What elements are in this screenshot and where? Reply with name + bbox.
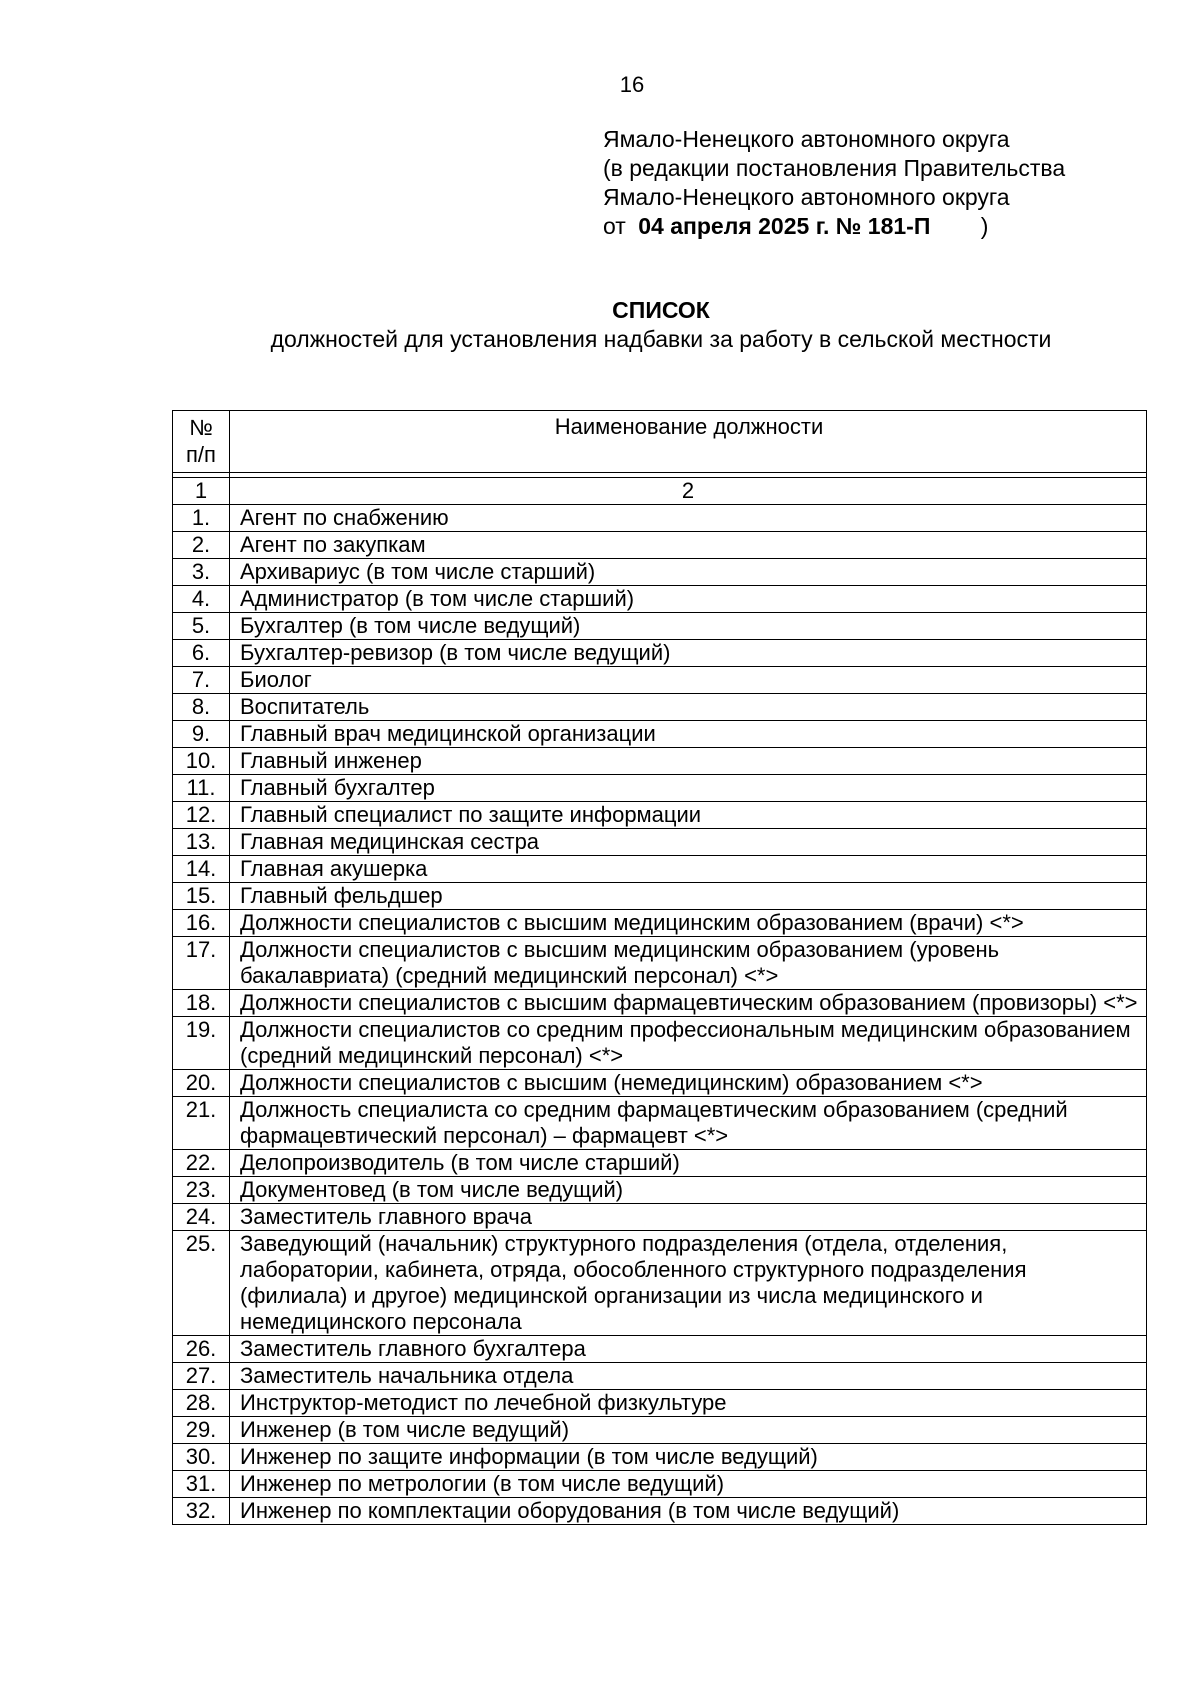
position-name: Воспитатель: [230, 694, 1147, 721]
table-row: [173, 856, 1147, 883]
position-name: Главный инженер: [230, 748, 1147, 775]
table-row: [173, 559, 1147, 586]
header-date-line: [603, 212, 1065, 241]
table-row: [173, 883, 1147, 910]
row-number: 16.: [173, 910, 230, 937]
date-value: 04 апреля 2025 г. № 181-П: [638, 213, 931, 239]
document-header: [603, 125, 1065, 241]
table-row: [173, 1017, 1147, 1070]
position-name: Главная медицинская сестра: [230, 829, 1147, 856]
position-name: Документовед (в том числе ведущий): [230, 1177, 1147, 1204]
column-index-1: 1: [173, 478, 230, 505]
table-row: [173, 586, 1147, 613]
position-name: Заместитель главного врача: [230, 1204, 1147, 1231]
document-subtitle: должностей для установления надбавки за работу в сельской местности: [270, 326, 1052, 352]
row-number: 17.: [173, 937, 230, 990]
position-name: Заместитель главного бухгалтера: [230, 1336, 1147, 1363]
table-body: [173, 505, 1147, 1525]
table-row: [173, 1390, 1147, 1417]
row-number: 11.: [173, 775, 230, 802]
table-row: [173, 613, 1147, 640]
table-row: [173, 829, 1147, 856]
position-name: Должности специалистов со средним профессиональным медицинским образованием (средний медицинский персонал) <*>: [230, 1017, 1147, 1070]
row-number: 21.: [173, 1097, 230, 1150]
row-number: 20.: [173, 1070, 230, 1097]
table-row: [173, 721, 1147, 748]
row-number: 31.: [173, 1471, 230, 1498]
position-name: Делопроизводитель (в том числе старший): [230, 1150, 1147, 1177]
table-row: [173, 937, 1147, 990]
table-row: [173, 1498, 1147, 1525]
table-row: [173, 505, 1147, 532]
table-row: [173, 775, 1147, 802]
column-header-number: [173, 411, 230, 473]
table-row: [173, 1231, 1147, 1336]
row-number: 9.: [173, 721, 230, 748]
table-row: [173, 532, 1147, 559]
position-name: Биолог: [230, 667, 1147, 694]
table-row: [173, 1444, 1147, 1471]
position-name: Главная акушерка: [230, 856, 1147, 883]
row-number: 26.: [173, 1336, 230, 1363]
row-number: 8.: [173, 694, 230, 721]
position-name: Архивариус (в том числе старший): [230, 559, 1147, 586]
table-row: [173, 1336, 1147, 1363]
row-number: 2.: [173, 532, 230, 559]
position-name: Агент по снабжению: [230, 505, 1147, 532]
table-row: [173, 694, 1147, 721]
table-row: [173, 1363, 1147, 1390]
column-header-number-top: №: [189, 415, 213, 440]
position-name: Должность специалиста со средним фармацевтическим образованием (средний фармацевтический персонал) – фармацевт <*>: [230, 1097, 1147, 1150]
page-number: 16: [619, 72, 645, 97]
column-index-2: 2: [230, 478, 1147, 505]
column-header-number-bottom: п/п: [186, 442, 216, 467]
position-name: Инженер по защите информации (в том числе ведущий): [230, 1444, 1147, 1471]
column-header-name: Наименование должности: [230, 411, 1147, 473]
row-number: 12.: [173, 802, 230, 829]
row-number: 29.: [173, 1417, 230, 1444]
table-row: [173, 802, 1147, 829]
position-name: Должности специалистов с высшим фармацевтическим образованием (провизоры) <*>: [230, 990, 1147, 1017]
row-number: 5.: [173, 613, 230, 640]
column-index-row: [173, 478, 1147, 505]
table-row: [173, 910, 1147, 937]
row-number: 15.: [173, 883, 230, 910]
position-name: Инженер (в том числе ведущий): [230, 1417, 1147, 1444]
position-name: Заместитель начальника отдела: [230, 1363, 1147, 1390]
row-number: 19.: [173, 1017, 230, 1070]
row-number: 1.: [173, 505, 230, 532]
date-suffix: ): [980, 213, 989, 239]
row-number: 22.: [173, 1150, 230, 1177]
table-row: [173, 640, 1147, 667]
position-name: Должности специалистов с высшим медицинским образованием (врачи) <*>: [230, 910, 1147, 937]
table-row: [173, 1471, 1147, 1498]
row-number: 30.: [173, 1444, 230, 1471]
row-number: 32.: [173, 1498, 230, 1525]
table-row: [173, 990, 1147, 1017]
row-number: 3.: [173, 559, 230, 586]
row-number: 7.: [173, 667, 230, 694]
table-row: [173, 748, 1147, 775]
document-title: СПИСОК: [612, 297, 710, 323]
row-number: 28.: [173, 1390, 230, 1417]
position-name: Должности специалистов с высшим (немедицинским) образованием <*>: [230, 1070, 1147, 1097]
position-name: Главный бухгалтер: [230, 775, 1147, 802]
row-number: 13.: [173, 829, 230, 856]
position-name: Бухгалтер (в том числе ведущий): [230, 613, 1147, 640]
table-row: [173, 1177, 1147, 1204]
positions-table: [172, 410, 1147, 1525]
position-name: Должности специалистов с высшим медицинским образованием (уровень бакалавриата) (средний медицинский персонал) <*>: [230, 937, 1147, 990]
table-header-row: [173, 411, 1147, 473]
row-number: 24.: [173, 1204, 230, 1231]
position-name: Главный врач медицинской организации: [230, 721, 1147, 748]
table-row: [173, 1417, 1147, 1444]
position-name: Бухгалтер-ревизор (в том числе ведущий): [230, 640, 1147, 667]
row-number: 6.: [173, 640, 230, 667]
position-name: Заведующий (начальник) структурного подразделения (отдела, отделения, лаборатории, кабинета, отряда, обособленного структурного подразделения (филиала) и другое) медицинской организации из числа медицинского и немедицинского персонала: [230, 1231, 1147, 1336]
row-number: 18.: [173, 990, 230, 1017]
table-row: [173, 1204, 1147, 1231]
header-line: Ямало-Ненецкого автономного округа: [603, 184, 1010, 210]
row-number: 27.: [173, 1363, 230, 1390]
date-prefix: от: [603, 213, 626, 239]
row-number: 14.: [173, 856, 230, 883]
position-name: Главный специалист по защите информации: [230, 802, 1147, 829]
table-row: [173, 1150, 1147, 1177]
position-name: Инструктор-методист по лечебной физкультуре: [230, 1390, 1147, 1417]
position-name: Агент по закупкам: [230, 532, 1147, 559]
row-number: 23.: [173, 1177, 230, 1204]
table-row: [173, 1097, 1147, 1150]
row-number: 4.: [173, 586, 230, 613]
position-name: Инженер по комплектации оборудования (в том числе ведущий): [230, 1498, 1147, 1525]
table-row: [173, 1070, 1147, 1097]
row-number: 10.: [173, 748, 230, 775]
header-line: (в редакции постановления Правительства: [603, 155, 1066, 181]
row-number: 25.: [173, 1231, 230, 1336]
table-row: [173, 667, 1147, 694]
position-name: Главный фельдшер: [230, 883, 1147, 910]
header-line: Ямало-Ненецкого автономного округа: [603, 126, 1010, 152]
position-name: Инженер по метрологии (в том числе ведущий): [230, 1471, 1147, 1498]
position-name: Администратор (в том числе старший): [230, 586, 1147, 613]
